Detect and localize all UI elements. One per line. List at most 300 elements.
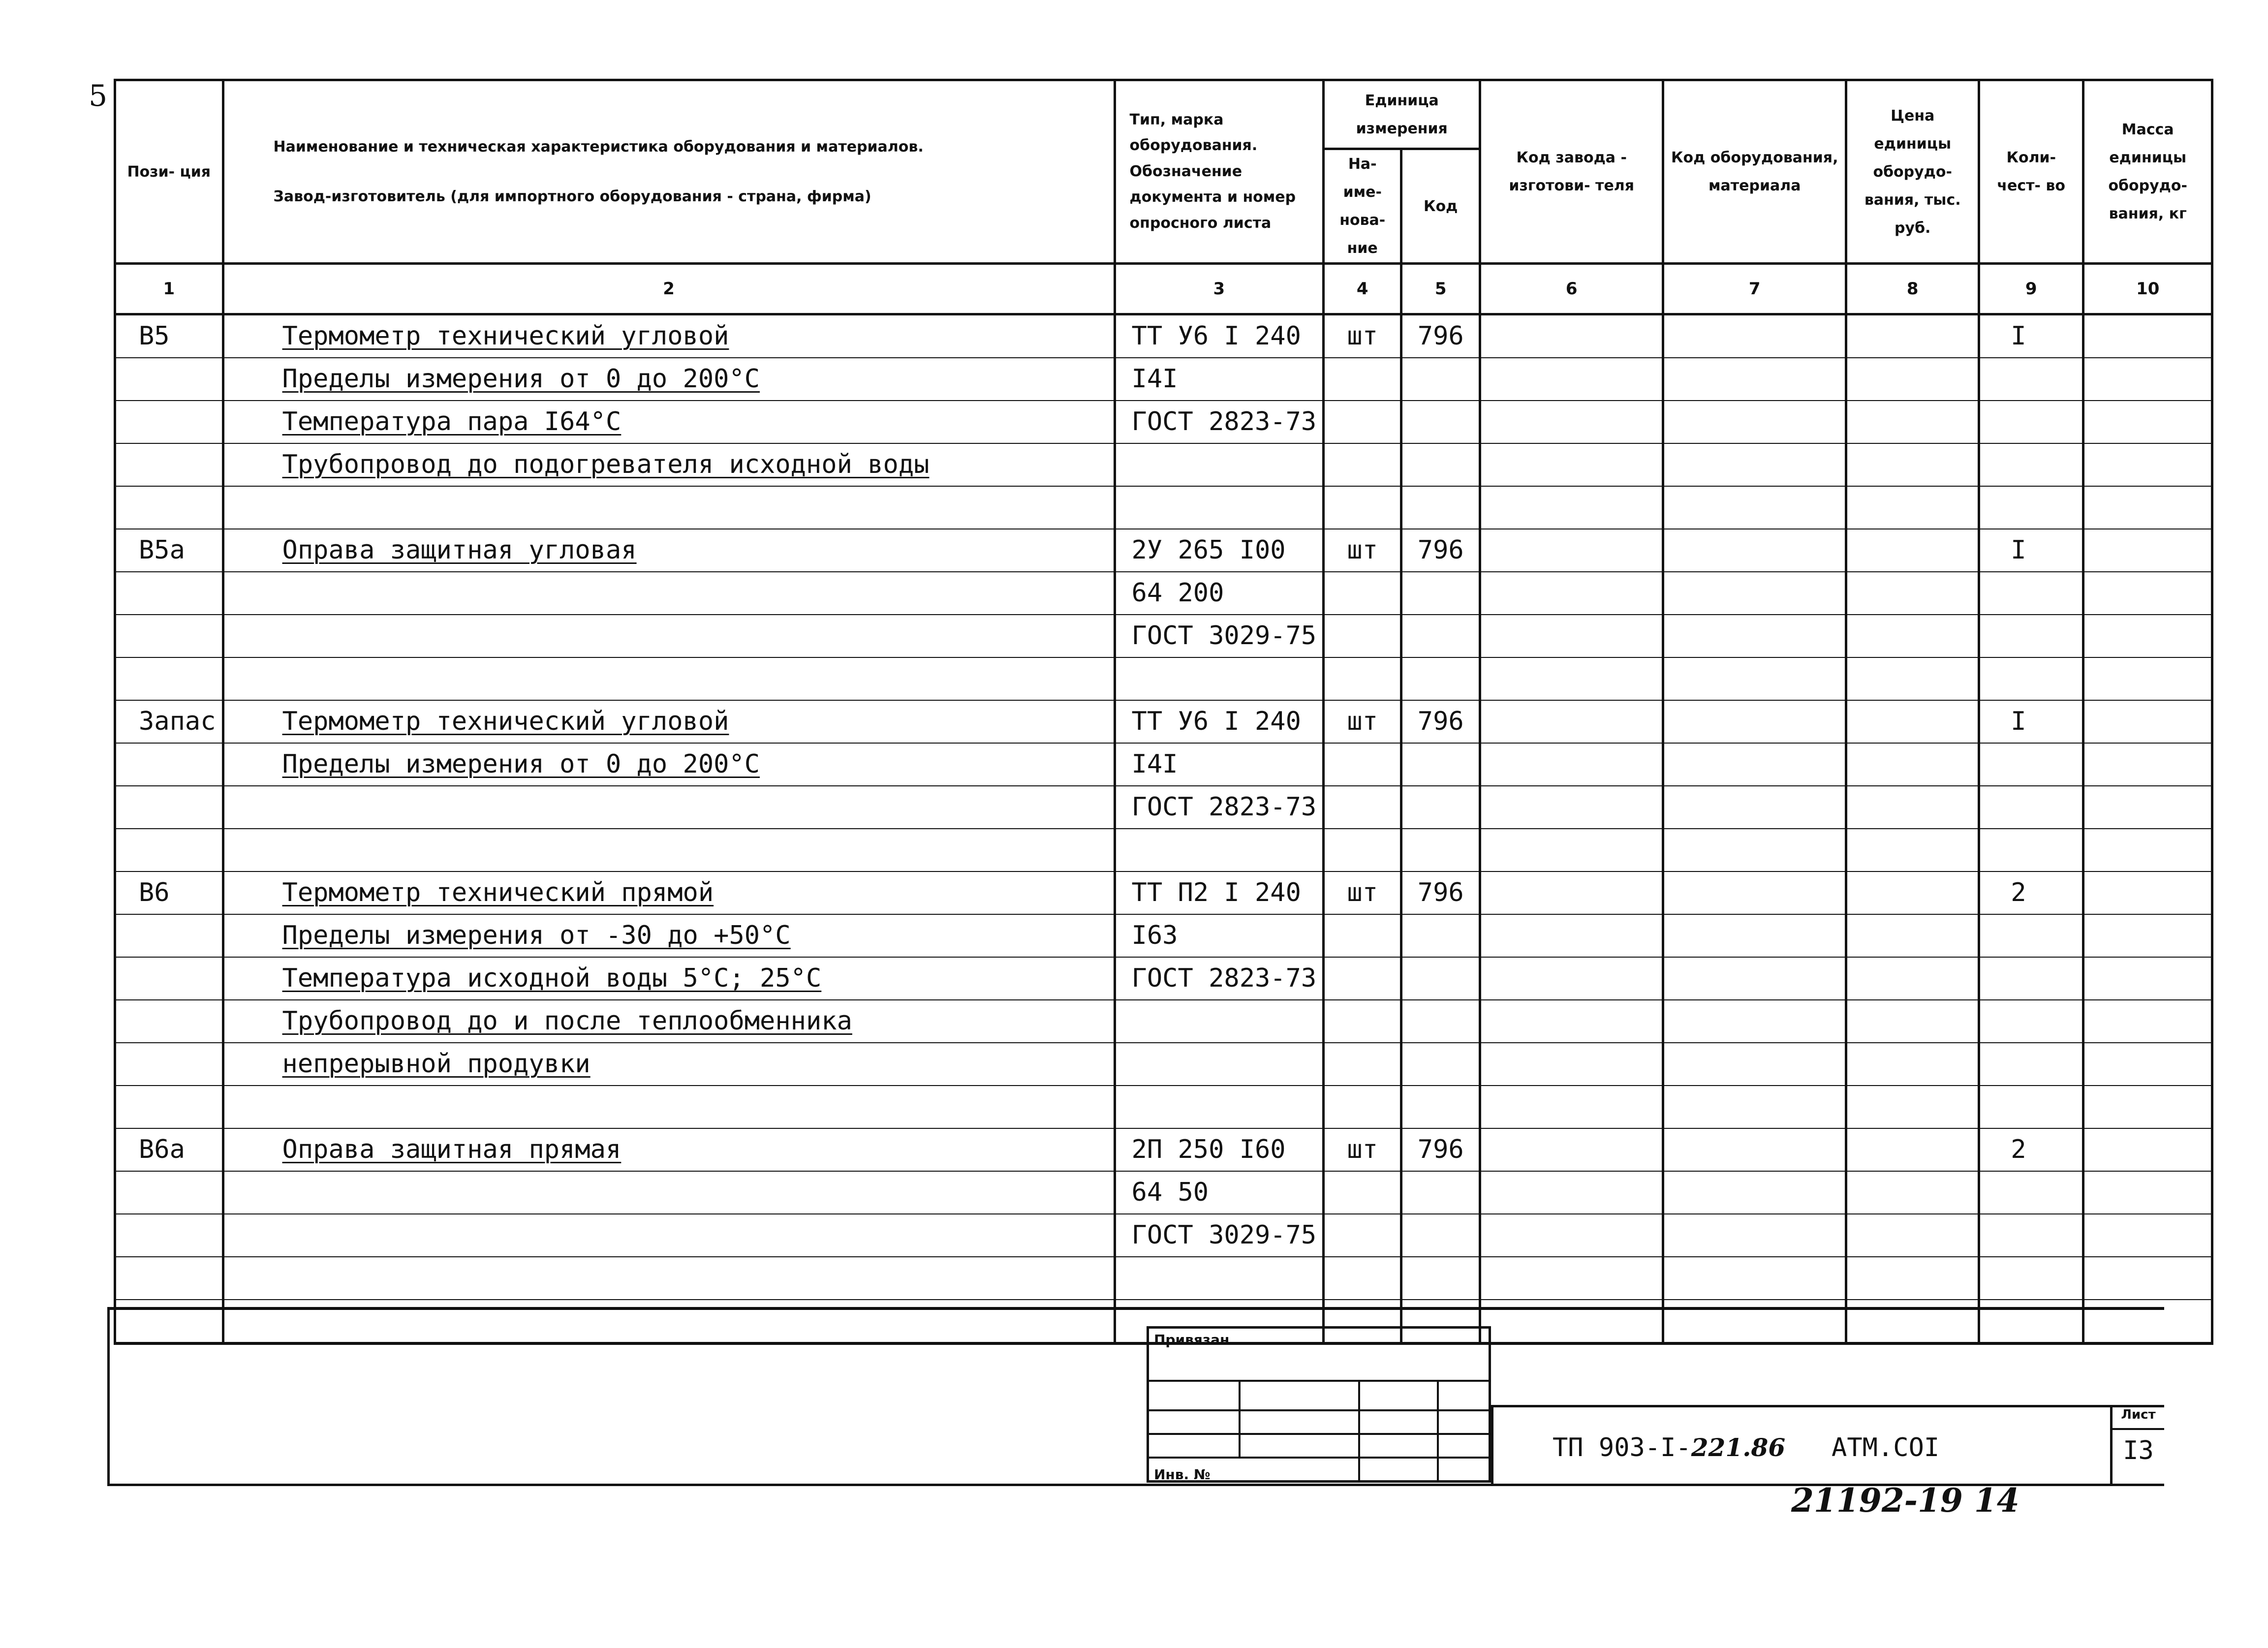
column-number: 3	[1115, 264, 1324, 314]
title-block	[1491, 1405, 2164, 1484]
cell-price	[1846, 314, 1979, 358]
cell-mass	[2083, 657, 2212, 700]
sheet-box	[2110, 1407, 2164, 1484]
cell-position	[115, 486, 223, 529]
cell-equipment-code	[1663, 743, 1846, 786]
cell-position	[115, 957, 223, 1000]
cell-unit-code: 796	[1401, 1128, 1480, 1171]
cell-quantity	[1979, 358, 2083, 401]
cell-quantity	[1979, 1000, 2083, 1043]
cell-manufacturer-code	[1480, 401, 1663, 443]
table-row	[115, 572, 2212, 615]
stamp-grid-line	[1358, 1382, 1360, 1483]
cell-unit-code: 796	[1401, 700, 1480, 743]
cell-unit-code	[1401, 786, 1480, 829]
cell-equipment-code	[1663, 829, 1846, 871]
header-type: Тип, марка оборудования. Обозначение документа и номер опросного листа	[1115, 80, 1324, 264]
cell-unit	[1324, 1043, 1401, 1086]
cell-position	[115, 829, 223, 871]
cell-equipment-code	[1663, 529, 1846, 572]
cell-manufacturer-code	[1480, 914, 1663, 957]
cell-type: ГОСТ 2823-73	[1115, 786, 1324, 829]
header-name-line2: Завод-изготовитель (для импортного оборудования - страна, фирма)	[273, 188, 871, 205]
cell-type: 2У 265 I00	[1115, 529, 1324, 572]
cell-quantity	[1979, 1086, 2083, 1128]
cell-unit	[1324, 615, 1401, 657]
cell-unit	[1324, 486, 1401, 529]
cell-unit-code: 796	[1401, 529, 1480, 572]
table-row	[115, 829, 2212, 871]
table-row	[115, 529, 2212, 572]
column-number: 7	[1663, 264, 1846, 314]
cell-position: В5а	[115, 529, 223, 572]
cell-quantity	[1979, 914, 2083, 957]
cell-unit	[1324, 914, 1401, 957]
cell-manufacturer-code	[1480, 786, 1663, 829]
cell-price	[1846, 529, 1979, 572]
cell-price	[1846, 1128, 1979, 1171]
cell-quantity	[1979, 1171, 2083, 1214]
cell-position	[115, 786, 223, 829]
cell-price	[1846, 829, 1979, 871]
cell-manufacturer-code	[1480, 314, 1663, 358]
cell-type: ГОСТ 2823-73	[1115, 957, 1324, 1000]
cell-type	[1115, 657, 1324, 700]
cell-price	[1846, 1257, 1979, 1300]
cell-unit-code	[1401, 443, 1480, 486]
cell-manufacturer-code	[1480, 1086, 1663, 1128]
cell-mass	[2083, 529, 2212, 572]
cell-equipment-code	[1663, 871, 1846, 914]
cell-name: Пределы измерения от -30 до +50°С	[223, 914, 1115, 957]
cell-type: 64 50	[1115, 1171, 1324, 1214]
cell-quantity: 2	[1979, 1128, 2083, 1171]
cell-quantity	[1979, 1043, 2083, 1086]
table-row	[115, 914, 2212, 957]
cell-mass	[2083, 314, 2212, 358]
cell-name	[223, 1214, 1115, 1257]
cell-unit-code	[1401, 1043, 1480, 1086]
attachment-stamp	[1147, 1326, 1491, 1483]
cell-quantity	[1979, 486, 2083, 529]
table-row	[115, 786, 2212, 829]
cell-mass	[2083, 1043, 2212, 1086]
cell-type: ГОСТ 3029-75	[1115, 1214, 1324, 1257]
cell-name	[223, 657, 1115, 700]
cell-price	[1846, 443, 1979, 486]
cell-manufacturer-code	[1480, 1257, 1663, 1300]
cell-type: I4I	[1115, 358, 1324, 401]
cell-type: ТТ П2 I 240	[1115, 871, 1324, 914]
cell-position: Запас	[115, 700, 223, 743]
cell-price	[1846, 743, 1979, 786]
cell-price	[1846, 1214, 1979, 1257]
table-row	[115, 1214, 2212, 1257]
cell-name: непрерывной продувки	[223, 1043, 1115, 1086]
cell-unit	[1324, 1171, 1401, 1214]
cell-position	[115, 1086, 223, 1128]
cell-type	[1115, 829, 1324, 871]
cell-manufacturer-code	[1480, 700, 1663, 743]
cell-position	[115, 572, 223, 615]
cell-unit-code	[1401, 1086, 1480, 1128]
cell-position: В5	[115, 314, 223, 358]
cell-manufacturer-code	[1480, 529, 1663, 572]
cell-equipment-code	[1663, 1257, 1846, 1300]
cell-mass	[2083, 829, 2212, 871]
header-mass: Масса единицы оборудо- вания, кг	[2083, 80, 2212, 264]
cell-quantity	[1979, 957, 2083, 1000]
table-row	[115, 615, 2212, 657]
cell-name: Трубопровод до подогревателя исходной воды	[223, 443, 1115, 486]
cell-price	[1846, 401, 1979, 443]
stamp-grid-line	[1437, 1382, 1439, 1483]
cell-type	[1115, 443, 1324, 486]
cell-type: ГОСТ 3029-75	[1115, 615, 1324, 657]
cell-equipment-code	[1663, 358, 1846, 401]
column-number: 1	[115, 264, 223, 314]
cell-equipment-code	[1663, 1086, 1846, 1128]
table-row	[115, 1000, 2212, 1043]
cell-quantity: 2	[1979, 871, 2083, 914]
cell-mass	[2083, 1171, 2212, 1214]
cell-equipment-code	[1663, 314, 1846, 358]
cell-name: Термометр технический угловой	[223, 314, 1115, 358]
cell-position	[115, 1300, 223, 1343]
cell-name: Температура пара I64°С	[223, 401, 1115, 443]
cell-quantity	[1979, 615, 2083, 657]
column-number-row	[115, 264, 2212, 314]
cell-manufacturer-code	[1480, 871, 1663, 914]
table-row	[115, 871, 2212, 914]
cell-equipment-code	[1663, 1128, 1846, 1171]
cell-equipment-code	[1663, 1000, 1846, 1043]
cell-unit	[1324, 1257, 1401, 1300]
table-row	[115, 700, 2212, 743]
cell-name	[223, 1257, 1115, 1300]
cell-manufacturer-code	[1480, 1214, 1663, 1257]
cell-equipment-code	[1663, 1171, 1846, 1214]
document-code-handwritten: 221.86	[1691, 1433, 1786, 1462]
table-row	[115, 358, 2212, 401]
header-price: Цена единицы оборудо- вания, тыс. руб.	[1846, 80, 1979, 264]
cell-unit: шт	[1324, 529, 1401, 572]
table-row	[115, 1128, 2212, 1171]
cell-manufacturer-code	[1480, 829, 1663, 871]
cell-unit	[1324, 401, 1401, 443]
cell-quantity: I	[1979, 314, 2083, 358]
cell-quantity	[1979, 829, 2083, 871]
cell-name	[223, 486, 1115, 529]
table-row	[115, 957, 2212, 1000]
cell-equipment-code	[1663, 443, 1846, 486]
stamp-grid	[1149, 1382, 1489, 1483]
table-row	[115, 1171, 2212, 1214]
cell-unit	[1324, 1086, 1401, 1128]
cell-mass	[2083, 914, 2212, 957]
cell-quantity	[1979, 786, 2083, 829]
cell-position	[115, 914, 223, 957]
cell-mass	[2083, 486, 2212, 529]
cell-manufacturer-code	[1480, 1000, 1663, 1043]
cell-unit	[1324, 657, 1401, 700]
cell-quantity	[1979, 401, 2083, 443]
cell-manufacturer-code	[1480, 486, 1663, 529]
cell-unit-code	[1401, 1000, 1480, 1043]
sheet-number: I3	[2123, 1436, 2154, 1465]
table-row	[115, 657, 2212, 700]
cell-manufacturer-code	[1480, 572, 1663, 615]
cell-unit	[1324, 443, 1401, 486]
cell-quantity: I	[1979, 700, 2083, 743]
cell-manufacturer-code	[1480, 743, 1663, 786]
frame-left-edge	[107, 1309, 110, 1486]
table-row	[115, 401, 2212, 443]
table-row	[115, 486, 2212, 529]
cell-type: 64 200	[1115, 572, 1324, 615]
cell-equipment-code	[1663, 786, 1846, 829]
table-row	[115, 443, 2212, 486]
cell-equipment-code	[1663, 1043, 1846, 1086]
cell-position: В6	[115, 871, 223, 914]
cell-type	[1115, 1257, 1324, 1300]
handwritten-note: 21192-19 14	[1791, 1481, 2019, 1520]
table-row	[115, 1257, 2212, 1300]
cell-position	[115, 443, 223, 486]
cell-price	[1846, 657, 1979, 700]
header-manufacturer-code: Код завода - изготови- теля	[1480, 80, 1663, 264]
cell-unit	[1324, 572, 1401, 615]
header-equipment-code: Код оборудования, материала	[1663, 80, 1846, 264]
cell-unit-code: 796	[1401, 314, 1480, 358]
cell-quantity	[1979, 443, 2083, 486]
cell-mass	[2083, 401, 2212, 443]
cell-price	[1846, 1043, 1979, 1086]
cell-name: Температура исходной воды 5°С; 25°С	[223, 957, 1115, 1000]
cell-manufacturer-code	[1480, 358, 1663, 401]
cell-quantity	[1979, 1214, 2083, 1257]
cell-unit-code	[1401, 1214, 1480, 1257]
cell-mass	[2083, 358, 2212, 401]
cell-mass	[2083, 1086, 2212, 1128]
stamp-inventory-label: Инв. №	[1154, 1466, 1211, 1483]
cell-unit-code	[1401, 1257, 1480, 1300]
cell-unit-code	[1401, 486, 1480, 529]
table-row	[115, 1043, 2212, 1086]
column-number: 4	[1324, 264, 1401, 314]
cell-position	[115, 1171, 223, 1214]
cell-mass	[2083, 1300, 2212, 1343]
cell-price	[1846, 786, 1979, 829]
header-name	[223, 80, 1115, 264]
cell-quantity	[1979, 1300, 2083, 1343]
cell-unit: шт	[1324, 1128, 1401, 1171]
cell-manufacturer-code	[1480, 1171, 1663, 1214]
document-code-suffix: АТМ.СОI	[1832, 1433, 1940, 1462]
cell-manufacturer-code	[1480, 957, 1663, 1000]
cell-unit	[1324, 786, 1401, 829]
cell-equipment-code	[1663, 700, 1846, 743]
cell-unit-code: 796	[1401, 871, 1480, 914]
header-name-line1: Наименование и техническая характеристика оборудования и материалов.	[273, 138, 924, 155]
cell-type: 2П 250 I60	[1115, 1128, 1324, 1171]
cell-unit-code	[1401, 657, 1480, 700]
cell-unit-code	[1401, 572, 1480, 615]
table-row	[115, 314, 2212, 358]
cell-price	[1846, 572, 1979, 615]
cell-price	[1846, 914, 1979, 957]
cell-name: Пределы измерения от 0 до 200°С	[223, 743, 1115, 786]
cell-position	[115, 401, 223, 443]
cell-manufacturer-code	[1480, 1300, 1663, 1343]
cell-type: ГОСТ 2823-73	[1115, 401, 1324, 443]
cell-price	[1846, 615, 1979, 657]
cell-unit	[1324, 1000, 1401, 1043]
cell-position: В6а	[115, 1128, 223, 1171]
cell-name	[223, 786, 1115, 829]
header-unit-name: На- име- нова- ние	[1324, 149, 1401, 264]
cell-price	[1846, 1000, 1979, 1043]
cell-mass	[2083, 957, 2212, 1000]
cell-mass	[2083, 743, 2212, 786]
frame-divider	[107, 1307, 2164, 1310]
cell-unit-code	[1401, 914, 1480, 957]
cell-unit	[1324, 957, 1401, 1000]
cell-equipment-code	[1663, 615, 1846, 657]
header-unit-group: Единица измерения	[1324, 80, 1480, 149]
cell-quantity: I	[1979, 529, 2083, 572]
cell-mass	[2083, 700, 2212, 743]
cell-mass	[2083, 1128, 2212, 1171]
column-number: 2	[223, 264, 1115, 314]
table-row	[115, 1086, 2212, 1128]
cell-mass	[2083, 615, 2212, 657]
cell-unit	[1324, 1214, 1401, 1257]
cell-equipment-code	[1663, 657, 1846, 700]
cell-name	[223, 829, 1115, 871]
cell-unit-code	[1401, 401, 1480, 443]
cell-position	[115, 1043, 223, 1086]
column-number: 6	[1480, 264, 1663, 314]
cell-name: Термометр технический прямой	[223, 871, 1115, 914]
cell-unit-code	[1401, 957, 1480, 1000]
cell-equipment-code	[1663, 486, 1846, 529]
cell-equipment-code	[1663, 1214, 1846, 1257]
cell-mass	[2083, 871, 2212, 914]
cell-name: Пределы измерения от 0 до 200°С	[223, 358, 1115, 401]
corner-mark: 5	[89, 79, 108, 113]
cell-position	[115, 615, 223, 657]
cell-mass	[2083, 572, 2212, 615]
specification-table	[114, 79, 2213, 1345]
cell-name: Термометр технический угловой	[223, 700, 1115, 743]
cell-equipment-code	[1663, 572, 1846, 615]
sheet-label: Лист	[2113, 1407, 2164, 1430]
cell-position	[115, 1000, 223, 1043]
cell-equipment-code	[1663, 914, 1846, 957]
cell-unit-code	[1401, 829, 1480, 871]
cell-equipment-code	[1663, 1300, 1846, 1343]
cell-manufacturer-code	[1480, 1128, 1663, 1171]
cell-position	[115, 1257, 223, 1300]
cell-unit	[1324, 358, 1401, 401]
header-position: Пози- ция	[115, 80, 223, 264]
cell-type: I4I	[1115, 743, 1324, 786]
cell-manufacturer-code	[1480, 443, 1663, 486]
cell-name	[223, 1300, 1115, 1343]
column-number: 9	[1979, 264, 2083, 314]
cell-type	[1115, 1000, 1324, 1043]
cell-unit	[1324, 743, 1401, 786]
cell-unit: шт	[1324, 871, 1401, 914]
cell-name	[223, 572, 1115, 615]
header-quantity: Коли- чест- во	[1979, 80, 2083, 264]
cell-mass	[2083, 443, 2212, 486]
cell-name: Оправа защитная угловая	[223, 529, 1115, 572]
cell-equipment-code	[1663, 401, 1846, 443]
cell-quantity	[1979, 572, 2083, 615]
cell-quantity	[1979, 1257, 2083, 1300]
stamp-grid-line	[1239, 1382, 1241, 1457]
cell-unit: шт	[1324, 314, 1401, 358]
cell-unit-code	[1401, 1171, 1480, 1214]
cell-name	[223, 1086, 1115, 1128]
cell-position	[115, 1214, 223, 1257]
cell-manufacturer-code	[1480, 615, 1663, 657]
cell-mass	[2083, 1000, 2212, 1043]
cell-type: I63	[1115, 914, 1324, 957]
stamp-attached-label: Привязан	[1149, 1329, 1489, 1382]
cell-name: Трубопровод до и после теплообменника	[223, 1000, 1115, 1043]
cell-unit: шт	[1324, 700, 1401, 743]
header-unit-code: Код	[1401, 149, 1480, 264]
cell-mass	[2083, 1214, 2212, 1257]
cell-mass	[2083, 1257, 2212, 1300]
cell-price	[1846, 1300, 1979, 1343]
cell-type	[1115, 1043, 1324, 1086]
column-number: 8	[1846, 264, 1979, 314]
cell-manufacturer-code	[1480, 1043, 1663, 1086]
cell-price	[1846, 486, 1979, 529]
table-row	[115, 743, 2212, 786]
cell-price	[1846, 1171, 1979, 1214]
cell-unit-code	[1401, 743, 1480, 786]
cell-unit-code	[1401, 358, 1480, 401]
column-number: 10	[2083, 264, 2212, 314]
cell-equipment-code	[1663, 957, 1846, 1000]
cell-quantity	[1979, 657, 2083, 700]
cell-type	[1115, 1086, 1324, 1128]
cell-price	[1846, 700, 1979, 743]
cell-quantity	[1979, 743, 2083, 786]
cell-type	[1115, 486, 1324, 529]
document-code-prefix: ТП 903-I-	[1553, 1433, 1691, 1462]
cell-price	[1846, 871, 1979, 914]
cell-position	[115, 657, 223, 700]
cell-position	[115, 743, 223, 786]
cell-name: Оправа защитная прямая	[223, 1128, 1115, 1171]
cell-type: ТТ У6 I 240	[1115, 314, 1324, 358]
cell-manufacturer-code	[1480, 657, 1663, 700]
cell-price	[1846, 1086, 1979, 1128]
cell-type: ТТ У6 I 240	[1115, 700, 1324, 743]
cell-unit	[1324, 829, 1401, 871]
cell-name	[223, 1171, 1115, 1214]
cell-mass	[2083, 786, 2212, 829]
cell-unit-code	[1401, 615, 1480, 657]
cell-price	[1846, 957, 1979, 1000]
column-number: 5	[1401, 264, 1480, 314]
